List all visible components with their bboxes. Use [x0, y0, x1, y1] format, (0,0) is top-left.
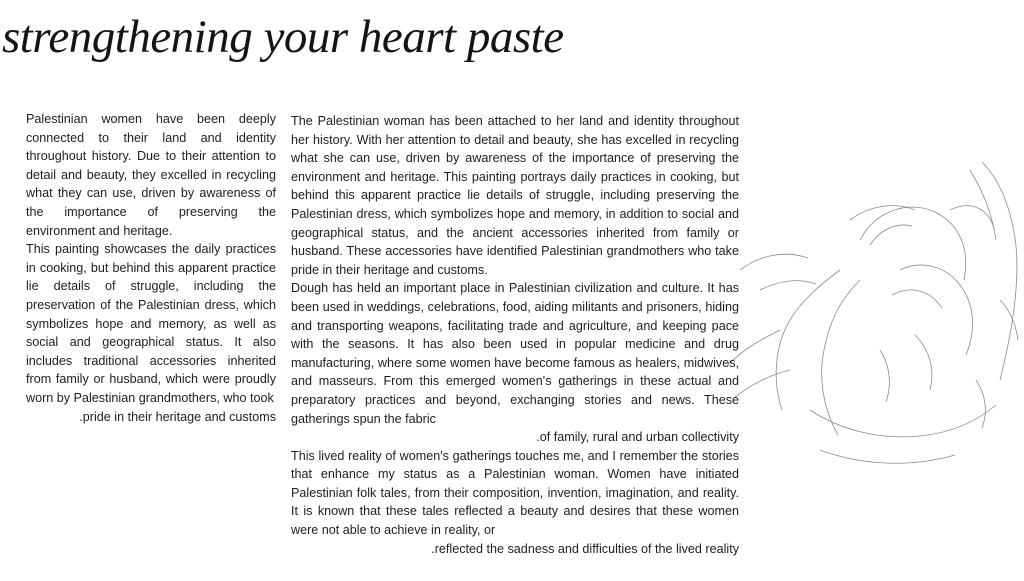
left-paragraph-end: .pride in their heritage and customs: [79, 409, 276, 424]
left-paragraph: Palestinian women have been deeply connected to their land and identity throughout history. Due to their attention to detail and beauty, they excelled in recycling what they can use, driven by awareness of the importance of preserving the environment and heritage.: [26, 112, 276, 238]
left-text-column: [26, 110, 276, 426]
hands-kneading-dough-line-art-icon: [720, 150, 1024, 490]
right-text-column: [291, 112, 739, 558]
page-title: strengthening your heart paste: [2, 11, 564, 63]
right-paragraph: This lived reality of women's gatherings touches me, and I remember the stories that enhance my status as a Palestinian woman. Women have initiated Palestinian folk tales, from their composition, invention, imagination, and reality. It is known that these tales reflected a beauty and desires that these women were not able to achieve in reality, or: [291, 448, 739, 538]
right-paragraph-end: .reflected the sadness and difficulties of the lived reality: [431, 541, 739, 556]
left-paragraph: This painting showcases the daily practices in cooking, but behind this apparent practice lie details of struggle, including the preservation of the Palestinian dress, which symbolizes hope and memory, as well as social and geographical status. It also includes traditional accessories inherited from family or husband, which were proudly worn by Palestinian grandmothers, who took: [26, 242, 276, 405]
right-paragraph: Dough has held an important place in Palestinian civilization and culture. It has been used in weddings, celebrations, food, aiding militants and prisoners, hiding and transporting weapons, facilitating trade and agriculture, and keeping pace with the seasons. It has also been used in popular medicine and drug manufacturing, where some women have become famous as healers, midwives, and masseurs. From this emerged women's gatherings in these actual and preparatory practices and beyond, exchanging stories and news. These gatherings spun the fabric: [291, 281, 739, 426]
right-paragraph: The Palestinian woman has been attached to her land and identity throughout her history. With her attention to detail and beauty, she has excelled in recycling what she can use, driven by awareness of the importance of preserving the environment and heritage. This painting portrays daily practices in cooking, but behind this apparent practice lie details of struggle, including preserving the Palestinian dress, which symbolizes hope and memory, in addition to social and geographical status, and the ancient accessories inherited from family or husband. These accessories have identified Palestinian grandmothers who take pride in their heritage and customs.: [291, 114, 739, 277]
right-paragraph-end: .of family, rural and urban collectivity: [536, 430, 739, 445]
